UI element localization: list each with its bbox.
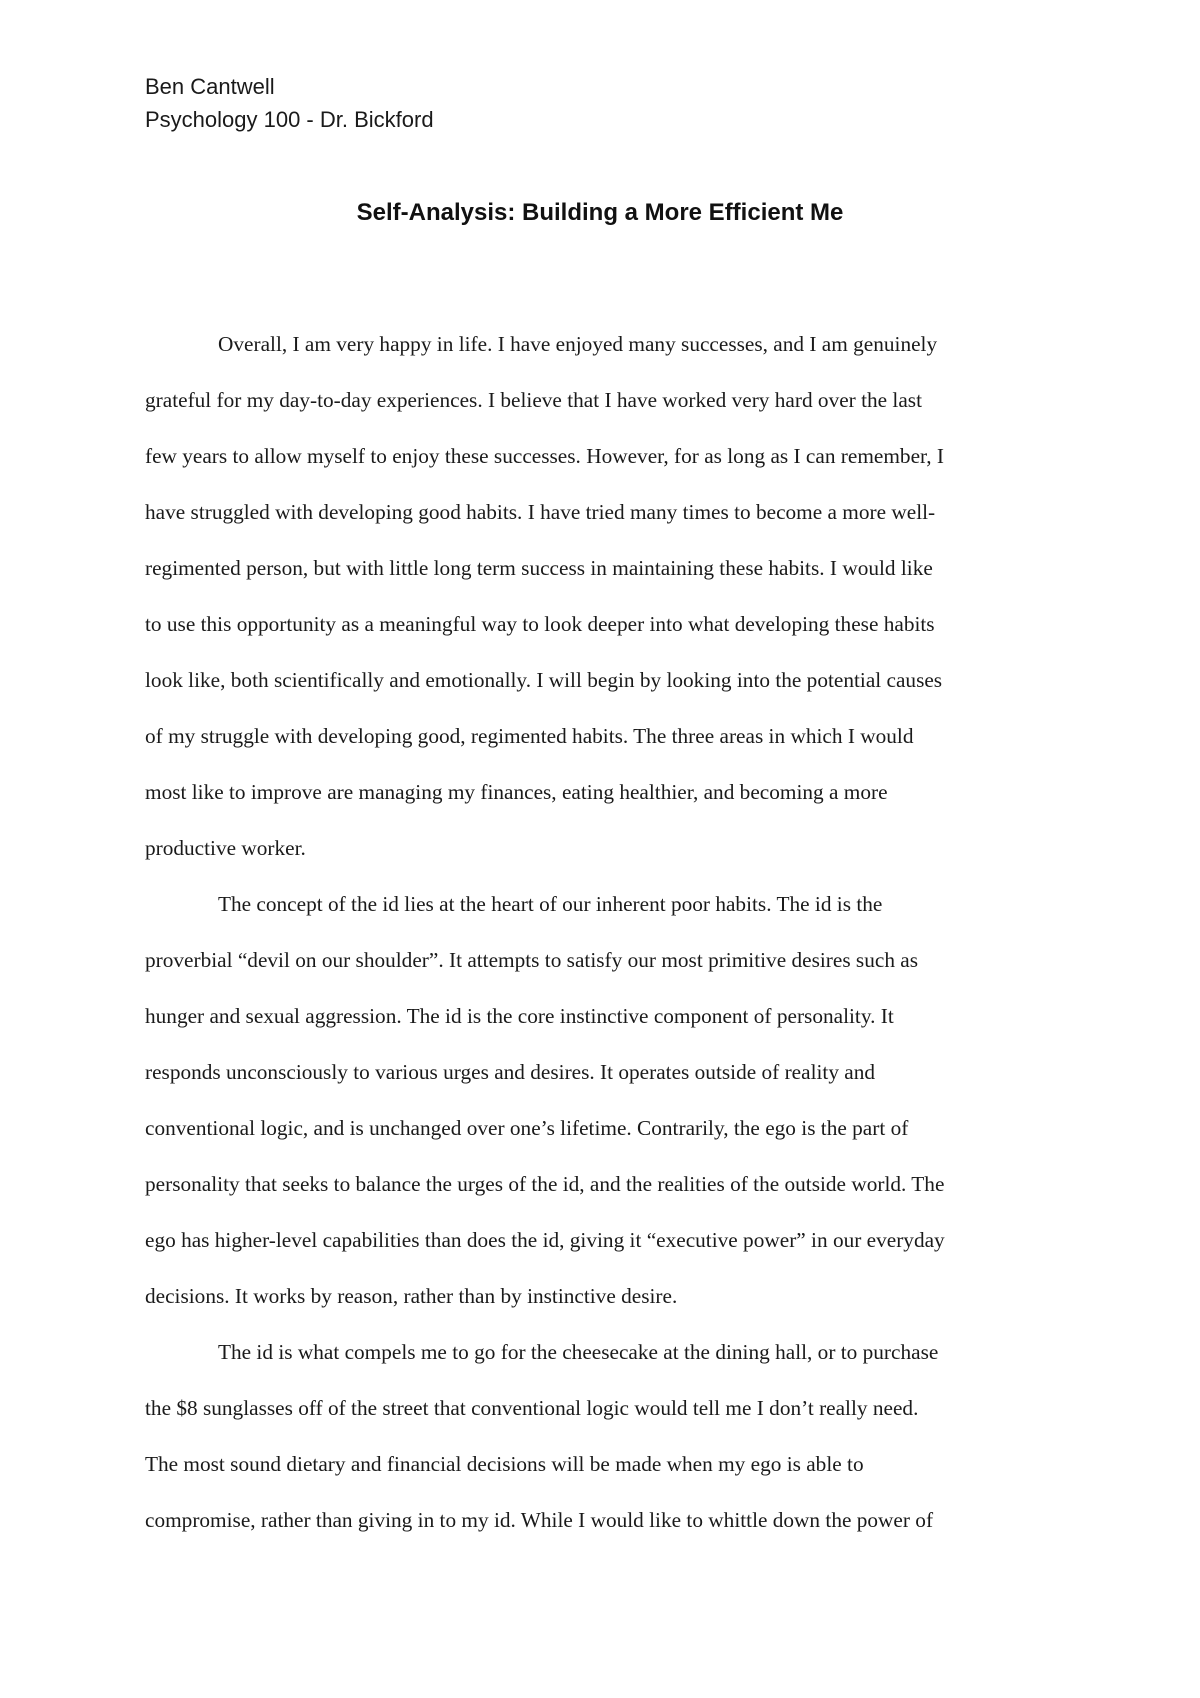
paragraph-line: decisions. It works by reason, rather than by instinctive desire. — [145, 1284, 678, 1308]
paragraph-line: look like, both scientifically and emotionally. I will begin by looking into the potential causes — [145, 668, 943, 692]
paragraph-line: proverbial “devil on our shoulder”. It attempts to satisfy our most primitive desires such as — [145, 948, 919, 972]
paragraph-line: compromise, rather than giving in to my id. While I would like to whittle down the power of — [145, 1508, 934, 1532]
paragraph-line: hunger and sexual aggression. The id is the core instinctive component of personality. It — [145, 1004, 894, 1028]
paragraph-line: grateful for my day-to-day experiences. I believe that I have worked very hard over the last — [145, 388, 923, 412]
paragraph-line: the $8 sunglasses off of the street that conventional logic would tell me I don’t really need. — [145, 1396, 919, 1420]
paragraph-line: have struggled with developing good habits. I have tried many times to become a more well- — [145, 500, 936, 524]
paragraph-line: personality that seeks to balance the urges of the id, and the realities of the outside world. The — [145, 1172, 945, 1196]
essay-body — [145, 316, 1065, 1548]
paragraph-line: The most sound dietary and financial decisions will be made when my ego is able to — [145, 1452, 864, 1476]
course-info: Psychology 100 - Dr. Bickford — [145, 107, 434, 132]
paragraph-line: Overall, I am very happy in life. I have enjoyed many successes, and I am genuinely — [218, 332, 938, 356]
author-name: Ben Cantwell — [145, 74, 275, 99]
paragraph-line: ego has higher-level capabilities than does the id, giving it “executive power” in our everyday — [145, 1228, 945, 1252]
paragraph-line: of my struggle with developing good, regimented habits. The three areas in which I would — [145, 724, 914, 748]
paragraph-line: productive worker. — [145, 836, 306, 860]
paragraph-line: The id is what compels me to go for the cheesecake at the dining hall, or to purchase — [218, 1340, 939, 1364]
header-block — [145, 70, 434, 136]
paragraph-line: few years to allow myself to enjoy these successes. However, for as long as I can remember, I — [145, 444, 945, 468]
paragraph-line: regimented person, but with little long term success in maintaining these habits. I would like — [145, 556, 933, 580]
paragraph-line: to use this opportunity as a meaningful way to look deeper into what developing these habits — [145, 612, 935, 636]
paragraph-line: responds unconsciously to various urges and desires. It operates outside of reality and — [145, 1060, 876, 1084]
paragraph-line: The concept of the id lies at the heart of our inherent poor habits. The id is the — [218, 892, 883, 916]
paragraph-line: most like to improve are managing my finances, eating healthier, and becoming a more — [145, 780, 888, 804]
paragraph-line: conventional logic, and is unchanged over one’s lifetime. Contrarily, the ego is the part of — [145, 1116, 909, 1140]
essay-title: Self-Analysis: Building a More Efficient Me — [356, 199, 844, 226]
